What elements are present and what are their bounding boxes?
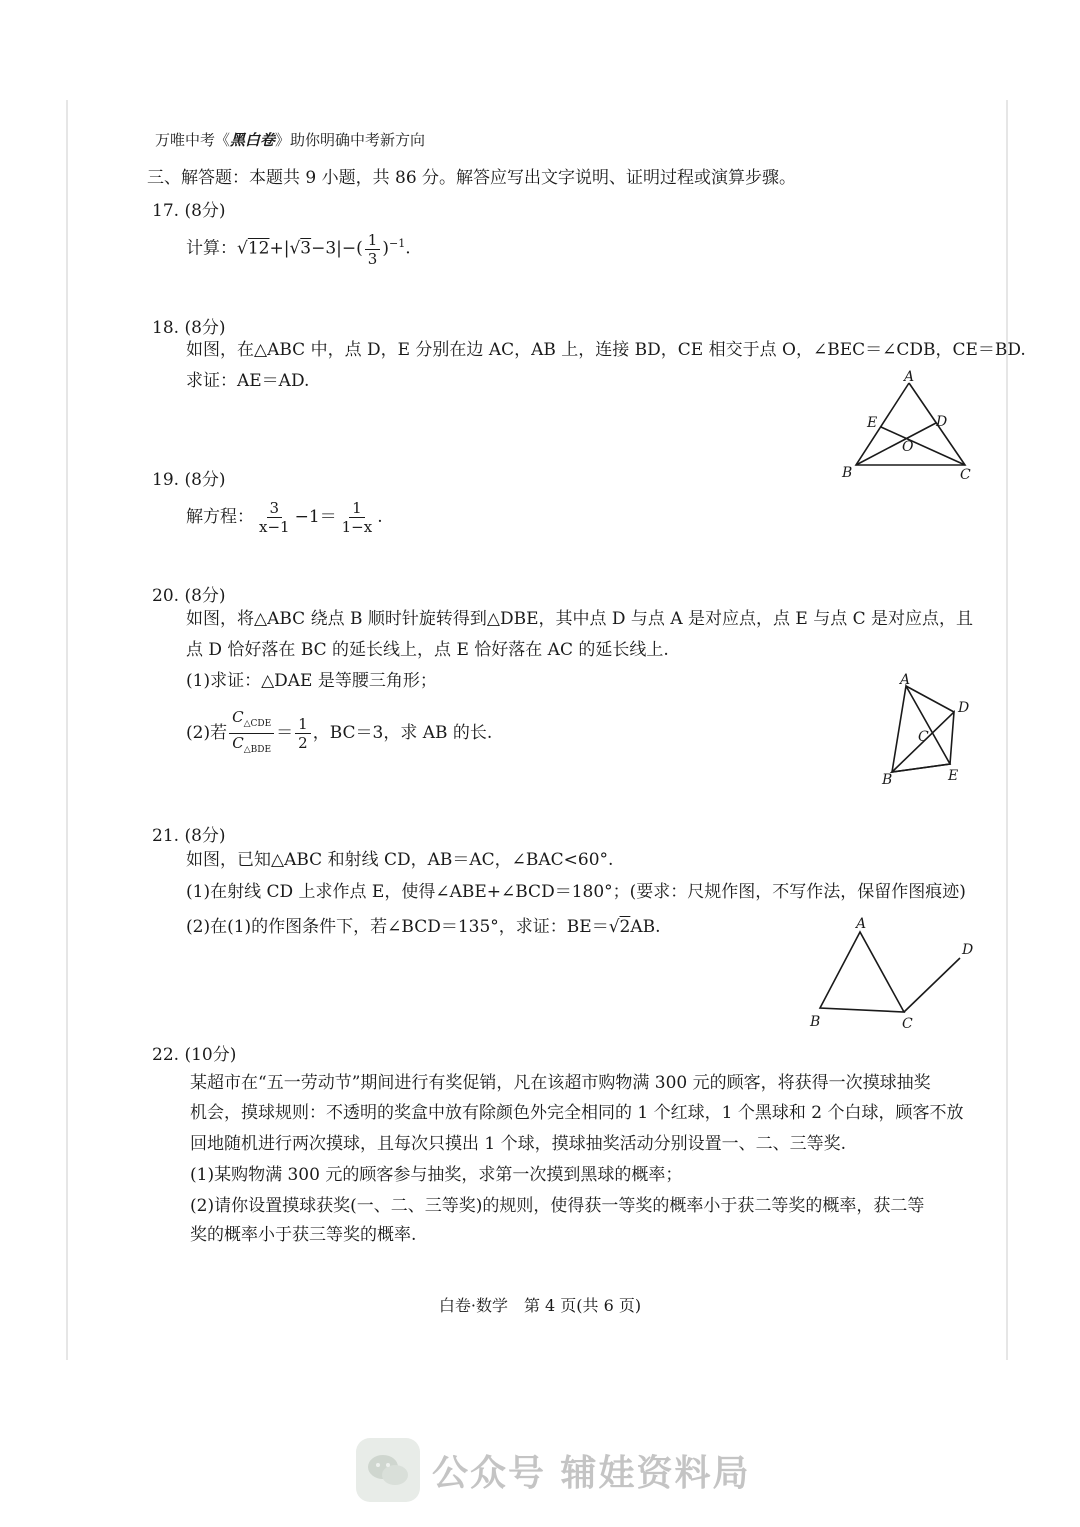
q21-label-b: B [810,1014,821,1030]
q21-score: (8分) [184,826,226,846]
q17-end: . [405,238,411,259]
q18-score: (8分) [184,318,226,338]
q21-part1: (1)在射线 CD 上求作点 E，使得∠ABE+∠BCD＝180°；(要求：尺规作图，不写作法，保留作图痕迹) [186,882,966,902]
q22-heading [152,1040,236,1065]
q20-part2-end: ，BC＝3，求 AB 的长. [312,723,493,743]
q21-label-a: A [856,916,867,932]
q20-line1: 如图，将△ABC 绕点 B 顺时针旋转得到△DBE，其中点 D 与点 A 是对应点，点 E 与点 C 是对应点，且 [186,609,974,629]
q22-line1: 某超市在“五一劳动节”期间进行有奖促销，凡在该超市购物满 300 元的顾客，将获得一次摸球抽奖 [190,1073,931,1093]
page-footer: 白卷·数学 第 4 页(共 6 页) [438,1296,642,1315]
q20-ratio-den-c: C [232,734,244,752]
q21-number: 21. [152,826,180,846]
scan-edge-right [1006,100,1008,1360]
q21-heading [152,821,226,846]
q21-part2 [186,912,661,943]
q20-half-fraction [295,715,311,752]
q18-label-e: E [867,415,878,431]
scan-edge-left [66,100,68,1360]
q18-label-d: D [936,414,948,430]
q18-triangle-figure [832,365,982,485]
q17-fraction [365,231,381,268]
header-brand: 黑白卷 [230,131,276,149]
q19-score: (8分) [184,470,226,490]
q21-ray-cd [904,958,960,1012]
q21-label-c: C [902,1016,913,1032]
q18-label-a: A [904,369,915,385]
q17-lead: 计算： [186,238,237,259]
q20-ratio-den [229,734,274,759]
q21-triangle-abc [820,932,904,1012]
q20-heading [152,581,226,606]
q20-label-c: C [918,729,929,745]
q17-frac-den: 3 [367,249,378,268]
q20-score: (8分) [184,586,226,606]
q18-number: 18. [152,318,180,338]
q22-number: 22. [152,1045,180,1065]
q19-lead: 解方程： [186,507,254,527]
q17-radicand-3: 3 [300,238,312,259]
q22-score: (10分) [184,1045,237,1065]
q18-line2: 求证：AE＝AD. [186,371,310,391]
q17-number: 17. [152,201,180,221]
q19-fraction-2 [339,499,376,536]
q22-line2: 机会，摸球规则：不透明的奖盒中放有除颜色外完全相同的 1 个红球，1 个黑球和 2 个白球，顾客不放 [190,1103,964,1123]
q20-number: 20. [152,586,180,606]
q20-ratio-num-sub: △CDE [243,719,272,729]
q20-label-a: A [900,672,911,688]
q21-part2-text: (2)在(1)的作图条件下，若∠BCD＝135°，求证：BE＝√ [186,917,620,937]
q18-line1: 如图，在△ABC 中，点 D，E 分别在边 AC，AB 上，连接 BD，CE 相交于点 O，∠BEC＝∠CDB，CE＝BD. [186,340,1026,360]
q20-half-den: 2 [298,734,308,752]
q17-heading [152,196,226,221]
q20-ratio-num [229,708,274,734]
q20-part1: (1)求证：△DAE 是等腰三角形； [186,671,437,691]
header-suffix: 》助你明确中考新方向 [275,131,426,149]
q19-equation [186,499,383,536]
q18-label-c: C [960,467,971,483]
q17-sqrt-sign: √ [237,238,248,259]
wechat-bubbles-icon [356,1438,420,1502]
q18-label-b: B [842,465,853,481]
q19-frac2-den: 1−x [341,518,373,536]
q21-radicand: 2 [619,917,631,937]
q20-eq: ＝ [276,723,294,743]
q17-score: (8分) [184,201,226,221]
q22-part1: (1)某购物满 300 元的顾客参与抽奖，求第一次摸到黑球的概率； [190,1165,683,1185]
q19-frac1-den: x−1 [259,518,290,536]
q22-line3: 回地随机进行两次摸球，且每次只摸出 1 个球，摸球抽奖活动分别设置一、二、三等奖. [190,1134,847,1154]
q20-ratio-den-sub: △BDE [243,745,272,755]
q21-part2-end: AB. [630,917,661,937]
q22-part2-line2: 奖的概率小于获三等奖的概率. [190,1225,417,1245]
q19-frac1-num: 3 [267,499,283,518]
q17-frac-num: 1 [365,231,381,250]
q20-half-num: 1 [295,715,311,734]
section-title: 三、解答题：本题共 9 小题，共 86 分。解答应写出文字说明、证明过程或演算步骤。 [147,168,797,188]
q20-label-e: E [948,768,959,784]
q20-label-b: B [882,772,893,788]
q21-figure [804,910,984,1034]
q19-frac2-num: 1 [349,499,365,518]
q20-ratio-num-c: C [232,708,244,726]
q17-close: ) [382,238,389,259]
wechat-logo-icon [356,1438,420,1502]
q19-end: . [377,507,383,527]
q20-part2 [186,708,492,759]
q21-line1: 如图，已知△ABC 和射线 CD，AB＝AC，∠BAC<60°. [186,850,614,870]
q20-part2-lead: (2)若 [186,723,228,743]
header-prefix: 万唯中考《 [155,131,231,149]
q17-radicand-12: 12 [247,238,270,259]
q18-label-o: O [902,439,914,455]
q19-heading [152,465,226,490]
q20-rotation-figure [872,668,982,790]
q17-exponent: −1 [388,237,406,250]
q17-minus-3: −3|−( [311,238,363,259]
q20-line2: 点 D 恰好落在 BC 的延长线上，点 E 恰好落在 AC 的延长线上. [186,640,669,660]
q20-label-d: D [958,700,970,716]
q22-part2-line1: (2)请你设置摸球获奖(一、二、三等奖)的规则，使得获一等奖的概率小于获二等奖的概率，获二等 [190,1196,925,1216]
q19-mid: −1＝ [294,507,337,527]
q19-number: 19. [152,470,180,490]
q17-abs-open: +|√ [269,238,301,259]
q20-ratio-fraction [229,708,274,759]
q21-label-d: D [962,942,974,958]
watermark-text: 公众号 辅娃资料局 [432,1453,751,1494]
q19-fraction-1 [256,499,293,536]
page-header [155,129,425,150]
q17-expression [186,228,411,268]
